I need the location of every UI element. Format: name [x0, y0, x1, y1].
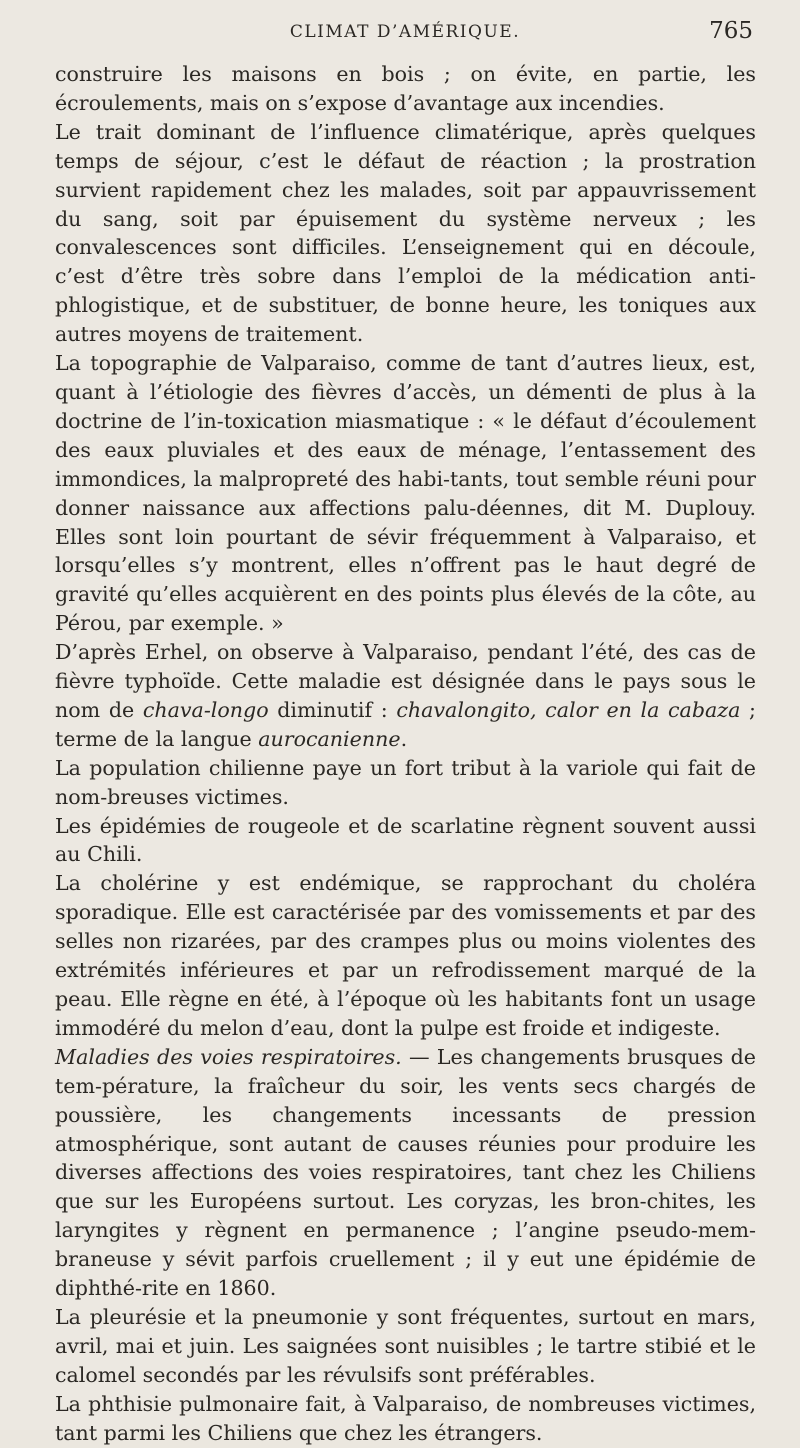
typhoid-term-chavalongito: chavalongito, calor en la cabaza	[396, 697, 741, 722]
paragraph-typhoid	[55, 638, 756, 754]
paragraph-smallpox: La population chilienne paye un fort tribut à la variole qui fait de nom-breuses victimes.	[55, 755, 756, 809]
running-title: CLIMAT D’AMÉRIQUE.	[289, 22, 521, 42]
page-number: 765	[709, 18, 753, 44]
typhoid-term-aurocanienne: aurocanienne	[258, 726, 401, 751]
typhoid-text-after: .	[400, 726, 408, 751]
typhoid-term-chavalongo: chava-longo	[142, 697, 269, 722]
typhoid-text-mid-2: ; terme de la langue	[55, 697, 756, 751]
paragraph-cholerine: La cholérine y est endémique, se rapprochant du choléra sporadique. Elle est caractérisée par des vomissements et par des selles non rizarées, par des crampes plus ou moins violentes des extrémités inférieures et par un refrodissement marqué de la peau. Elle règne en été, à l’époque où les habitants font un usage immodéré du melon d’eau, dont la pulpe est froide et indigeste.	[55, 871, 756, 1040]
paragraph-respiratory	[55, 1043, 756, 1303]
paragraph-houses: construire les maisons en bois ; on évite, en partie, les écroulements, mais on s’expose d’avantage aux incendies.	[55, 62, 756, 115]
paragraph-topography: La topographie de Valparaiso, comme de tant d’autres lieux, est, quant à l’étiologie des fièvres d’accès, un démenti de plus à la doctrine de l’in-toxication miasmatique : « le défaut d’écoulement des eaux pluviales et des eaux de ménage, l’entassement des immondices, la malpropreté des habi-tants, tout semble réuni pour donner naissance aux affections palu-déennes, dit M. Duplouy. Elles sont loin pourtant de sévir fréquemment à Valparaiso, et lorsqu’elles s’y montrent, elles n’offrent pas le haut degré de gravité qu’elles acquièrent en des points plus élevés de la côte, au Pérou, par exemple. »	[55, 351, 756, 636]
typhoid-text-before: D’après Erhel, on observe à Valparaiso, pendant l’été, des cas de fièvre typhoïde. Cette maladie est désignée dans le pays sous le nom de	[55, 640, 756, 722]
running-head	[55, 18, 755, 48]
paragraph-climate-influence: Le trait dominant de l’influence climatérique, après quelques temps de séjour, c’est le défaut de réaction ; la prostration survient rapidement chez les malades, soit par appauvrissement du sang, soit par épuisement du système nerveux ; les convalescences sont difficiles. L’enseignement qui en découle, c’est d’être très sobre dans l’emploi de la médication anti-phlogistique, et de substituer, de bonne heure, les toniques aux autres moyens de traitement.	[55, 119, 756, 347]
paragraph-pleurisy: La pleurésie et la pneumonie y sont fréquentes, surtout en mars, avril, mai et juin. Les saignées sont nuisibles ; le tartre stibié et le calomel secondés par les révulsifs sont préférables.	[55, 1304, 756, 1387]
typhoid-text-mid-1: diminutif :	[268, 697, 397, 722]
respiratory-text: — Les changements brusques de tem-pérature, la fraîcheur du soir, les vents secs chargés de poussière, les changements incessants de pression atmosphérique, sont autant de causes réunies pour produire les diverses affections des voies respiratoires, tant chez les Chiliens que sur les Européens surtout. Les coryzas, les bron-chites, les laryngites y règnent en permanence ; l’angine pseudo-mem-braneuse y sévit parfois cruellement ; il y eut une épidémie de diphthé-rite en 1860.	[55, 1044, 756, 1301]
paragraph-measles: Les épidémies de rougeole et de scarlatine règnent souvent aussi au Chili.	[55, 813, 756, 867]
body-text	[55, 60, 756, 1448]
respiratory-heading: Maladies des voies respiratoires.	[55, 1044, 402, 1069]
paragraph-phthisis: La phthisie pulmonaire fait, à Valparaiso, de nombreuses victimes, tant parmi les Chiliens que chez les étrangers.	[55, 1391, 756, 1445]
